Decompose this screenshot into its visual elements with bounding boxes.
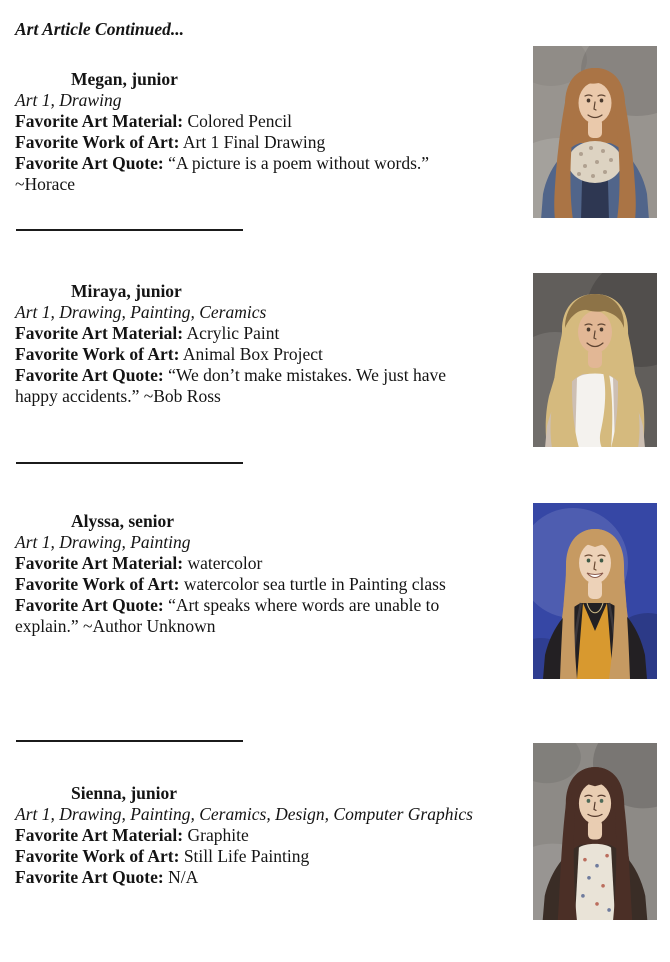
field-label: Favorite Art Material:: [15, 111, 184, 131]
student-classes: Art 1, Drawing, Painting: [15, 532, 191, 552]
student-quote: [15, 595, 487, 637]
student-name: Miraya, junior: [71, 281, 182, 301]
field-label: Favorite Work of Art:: [15, 132, 180, 152]
student-work: [15, 574, 487, 595]
student-work: [15, 344, 487, 365]
student-section-miraya: [15, 281, 487, 407]
student-photo-miraya: [533, 273, 657, 447]
field-label: Favorite Art Quote:: [15, 867, 164, 887]
student-name: Sienna, junior: [71, 783, 177, 803]
student-photo-sienna: [533, 743, 657, 920]
student-classes: Art 1, Drawing: [15, 90, 122, 110]
student-section-alyssa: [15, 511, 487, 637]
portrait-sienna: [533, 743, 657, 920]
field-value: Art 1 Final Drawing: [182, 132, 326, 152]
portrait-miraya: [533, 273, 657, 447]
field-value: “We don’t make mistakes. We just have happy accidents.” ~Bob Ross: [15, 365, 447, 406]
field-value: watercolor: [187, 553, 263, 573]
student-name: Megan, junior: [71, 69, 178, 89]
field-label: Favorite Work of Art:: [15, 846, 180, 866]
student-material: [15, 553, 487, 574]
field-label: Favorite Art Quote:: [15, 365, 164, 385]
field-value: N/A: [168, 867, 199, 887]
student-photo-alyssa: [533, 503, 657, 679]
field-label: Favorite Work of Art:: [15, 344, 180, 364]
student-name: Alyssa, senior: [71, 511, 175, 531]
student-classes: Art 1, Drawing, Painting, Ceramics: [15, 302, 267, 322]
student-classes: Art 1, Drawing, Painting, Ceramics, Design, Computer Graphics: [15, 804, 473, 824]
field-label: Favorite Art Quote:: [15, 153, 164, 173]
portrait-megan: [533, 46, 657, 218]
field-label: Favorite Art Material:: [15, 323, 184, 343]
field-label: Favorite Work of Art:: [15, 574, 180, 594]
student-work: [15, 132, 487, 153]
field-value: Acrylic Paint: [186, 323, 280, 343]
section-divider: [16, 462, 243, 464]
field-value: Colored Pencil: [187, 111, 292, 131]
student-quote: [15, 365, 487, 407]
field-value: watercolor sea turtle in Painting class: [183, 574, 446, 594]
field-label: Favorite Art Material:: [15, 553, 184, 573]
student-work: [15, 846, 487, 867]
student-section-sienna: [15, 783, 487, 888]
field-value: Still Life Painting: [183, 846, 310, 866]
section-divider: [16, 229, 243, 231]
student-photo-megan: [533, 46, 657, 218]
field-value: “A picture is a poem without words.” ~Horace: [15, 153, 430, 194]
field-value: Graphite: [187, 825, 249, 845]
section-divider: [16, 740, 243, 742]
portrait-alyssa: [533, 503, 657, 679]
student-material: [15, 111, 487, 132]
student-quote: [15, 153, 487, 195]
field-value: “Art speaks where words are unable to explain.” ~Author Unknown: [15, 595, 440, 636]
student-section-megan: [15, 69, 487, 195]
student-material: [15, 323, 487, 344]
field-label: Favorite Art Material:: [15, 825, 184, 845]
field-label: Favorite Art Quote:: [15, 595, 164, 615]
field-value: Animal Box Project: [182, 344, 323, 364]
student-quote: [15, 867, 487, 888]
page-title: Art Article Continued...: [15, 19, 185, 39]
student-material: [15, 825, 487, 846]
